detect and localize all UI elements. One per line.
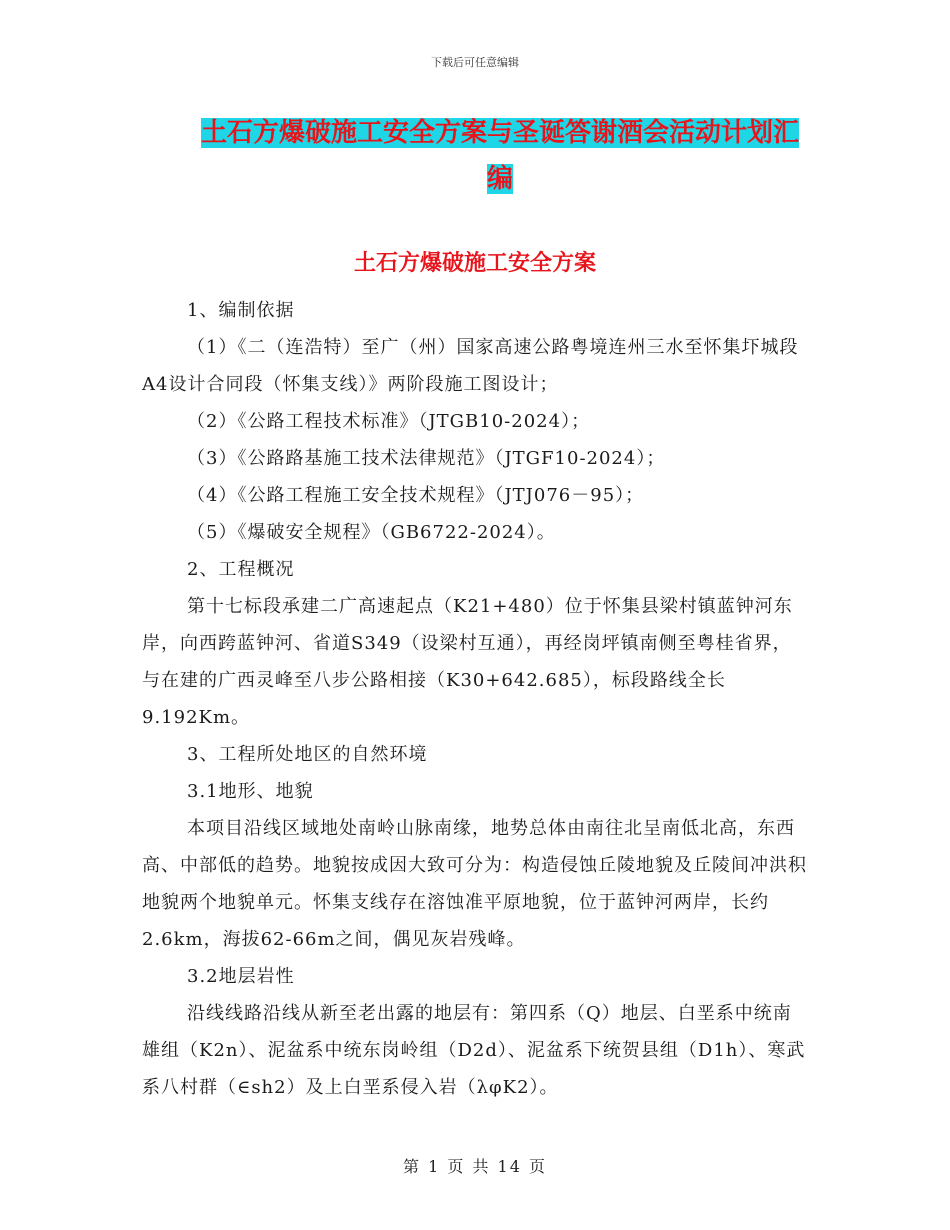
document-title-text: 土石方爆破施工安全方案与圣诞答谢酒会活动计划汇编 bbox=[200, 118, 799, 194]
heading-basis: 1、编制依据 bbox=[187, 300, 295, 321]
section-title: 土石方爆破施工安全方案 bbox=[353, 251, 596, 276]
list-item: （4）《公路工程施工安全技术规程》（JTJ076－95）； bbox=[187, 485, 645, 506]
list-item: （3）《公路路基施工技术法律规范》（JTGF10-2024）； bbox=[187, 448, 666, 469]
page-number: 第 1 页 共 14 页 bbox=[403, 1157, 547, 1176]
list-item: （2）《公路工程技术标准》（JTGB10-2024）； bbox=[187, 411, 591, 432]
header-note: 下载后可任意编辑 bbox=[431, 56, 519, 69]
list-item: （5）《爆破安全规程》（GB6722-2024）。 bbox=[187, 522, 556, 543]
paragraph: 第十七标段承建二广高速起点（K21+480）位于怀集县梁村镇蓝钟河东岸，向西跨蓝钟河、省道S349（设梁村互通），再经岗坪镇南侧至粤桂省界，与在建的广西灵峰至八步公路相接（K30+642.685），标段路线全长9.192Km。 bbox=[142, 596, 793, 728]
heading-environment: 3、工程所处地区的自然环境 bbox=[187, 744, 428, 765]
heading-overview: 2、工程概况 bbox=[187, 559, 295, 580]
document-body bbox=[142, 292, 810, 1106]
heading-terrain: 3.1地形、地貌 bbox=[187, 781, 314, 802]
document-title bbox=[190, 110, 810, 202]
list-item: （1）《二（连浩特）至广（州）国家高速公路粤境连州三水至怀集圷城段A4设计合同段（怀集支线）》两阶段施工图设计； bbox=[142, 337, 799, 395]
heading-strata: 3.2地层岩性 bbox=[187, 966, 295, 987]
paragraph: 沿线线路沿线从新至老出露的地层有：第四系（Q）地层、白垩系中统南雄组（K2n）、泥盆系中统东岗岭组（D2d）、泥盆系下统贺县组（D1h）、寒武系八村群（∈sh2）及上白垩系侵入岩（λφK2）。 bbox=[142, 1003, 806, 1098]
paragraph: 本项目沿线区域地处南岭山脉南缘，地势总体由南往北呈南低北高，东西高、中部低的趋势。地貌按成因大致可分为：构造侵蚀丘陵地貌及丘陵间冲洪积地貌两个地貌单元。怀集支线存在溶蚀准平原地貌，位于蓝钟河两岸，长约2.6km，海拔62-66m之间，偶见灰岩残峰。 bbox=[142, 818, 807, 950]
